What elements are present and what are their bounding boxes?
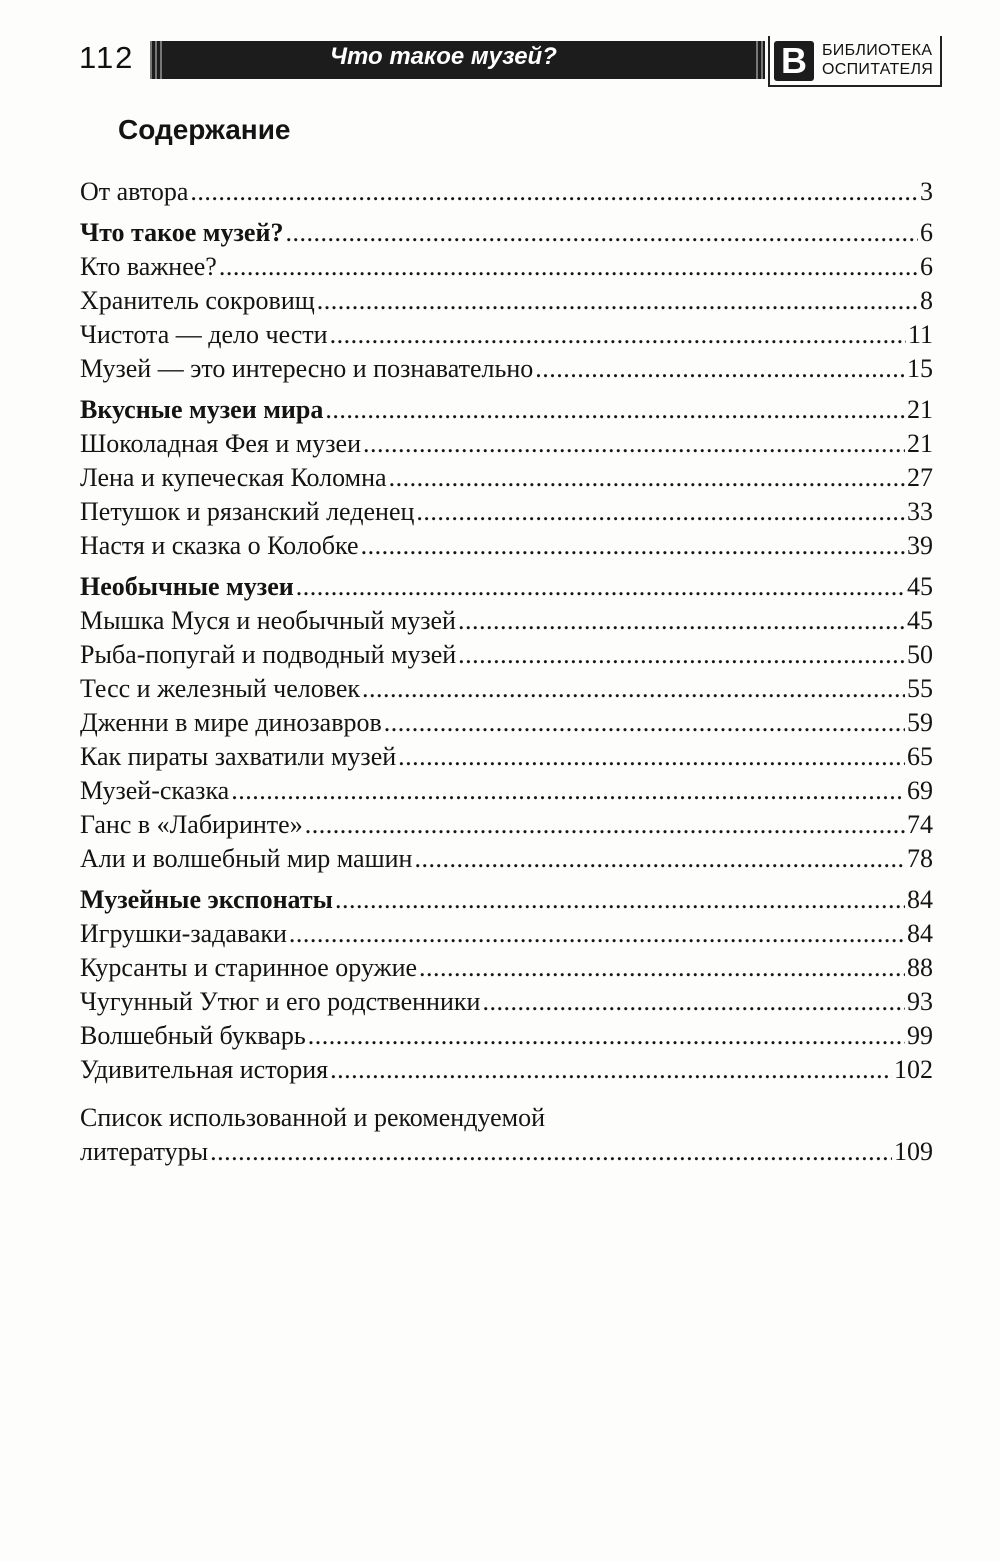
toc-entry (80, 740, 933, 774)
toc-entry-title: Необычные музеи (80, 572, 294, 601)
toc-entry-last-line (80, 1135, 933, 1169)
toc-entry-page: 21 (907, 429, 933, 458)
toc-entry-page: 102 (894, 1055, 933, 1084)
leader-dots (458, 638, 905, 672)
toc-entry-page: 33 (907, 497, 933, 526)
toc-entry (80, 951, 933, 985)
toc-entry (80, 427, 933, 461)
toc-entry (80, 529, 933, 563)
leader-dots (210, 1135, 892, 1169)
toc-entry-title: Курсанты и старинное оружие (80, 953, 418, 982)
leader-dots (362, 672, 905, 706)
toc-entry-title-line2: литературы (80, 1137, 209, 1166)
toc-entry-page: 65 (907, 742, 933, 771)
toc-entry-page: 3 (920, 177, 933, 206)
toc-entry-page: 45 (907, 606, 933, 635)
toc-entry (80, 175, 933, 209)
leader-dots (325, 393, 905, 427)
leader-dots (219, 250, 918, 284)
toc-entry-page: 6 (920, 252, 933, 281)
contents-heading: Содержание (118, 114, 291, 145)
toc-entry-title: Что такое музей? (80, 218, 284, 247)
toc-entry-title: Хранитель сокровищ (80, 286, 315, 315)
series-name-line1: БИБЛИОТЕКА (822, 42, 933, 59)
toc-entry (80, 774, 933, 808)
table-of-contents (80, 175, 933, 1169)
toc-entry-page: 27 (907, 463, 933, 492)
series-name (822, 41, 933, 79)
toc-entry-title: Музейные экспонаты (80, 885, 333, 914)
leader-dots (535, 352, 905, 386)
toc-entry-page: 93 (907, 987, 933, 1016)
toc-entry-title: Как пираты захватили музей (80, 742, 397, 771)
toc-section-entry (80, 570, 933, 604)
toc-entry-page: 45 (907, 572, 933, 601)
toc-entry-title: Али и волшебный мир машин (80, 844, 413, 873)
toc-entry-title: Петушок и рязанский леденец (80, 497, 415, 526)
toc-entry-title: Лена и купеческая Коломна (80, 463, 387, 492)
toc-entry-page: 15 (907, 354, 933, 383)
toc-entry-title: Волшебный букварь (80, 1021, 306, 1050)
toc-entry (80, 672, 933, 706)
leader-dots (482, 985, 905, 1019)
toc-entry-title: Тесс и железный человек (80, 674, 361, 703)
leader-dots (361, 529, 905, 563)
series-logo-letter: В (774, 41, 814, 81)
toc-section-entry (80, 393, 933, 427)
toc-entry-title: Чистота — дело чести (80, 320, 328, 349)
toc-entry-title: Музей-сказка (80, 776, 230, 805)
leader-dots (231, 774, 905, 808)
toc-entry-title: Рыба-попугай и подводный музей (80, 640, 457, 669)
toc-entry (80, 604, 933, 638)
toc-entry-title: Мышка Муся и необычный музей (80, 606, 456, 635)
toc-entry-page: 78 (907, 844, 933, 873)
toc-entry (80, 1053, 933, 1087)
toc-entry-title: От автора (80, 177, 189, 206)
toc-entry-title: Дженни в мире динозавров (80, 708, 382, 737)
leader-dots (458, 604, 905, 638)
toc-entry (80, 250, 933, 284)
toc-entry (80, 638, 933, 672)
toc-entry-title: Ганс в «Лабиринте» (80, 810, 303, 839)
leader-dots (317, 284, 918, 318)
series-name-line2: ОСПИТАТЕЛЯ (822, 61, 934, 78)
toc-entry-page: 39 (907, 531, 933, 560)
toc-entry-title: Вкусные музеи мира (80, 395, 324, 424)
toc-entry-title: Удивительная история (80, 1055, 329, 1084)
toc-bibliography-entry (80, 1101, 933, 1169)
toc-entry (80, 461, 933, 495)
toc-entry-page: 88 (907, 953, 933, 982)
leader-dots (190, 175, 918, 209)
toc-entry-page: 6 (920, 218, 933, 247)
toc-entry (80, 706, 933, 740)
leader-dots (363, 427, 905, 461)
toc-entry-page: 74 (907, 810, 933, 839)
toc-entry-title-line1: Список использованной и рекомендуемой (80, 1103, 546, 1132)
toc-entry-title: Игрушки-задаваки (80, 919, 287, 948)
toc-entry (80, 808, 933, 842)
toc-entry-page: 84 (907, 919, 933, 948)
toc-entry (80, 284, 933, 318)
toc-entry-page: 59 (907, 708, 933, 737)
leader-dots (330, 1053, 892, 1087)
toc-entry (80, 318, 933, 352)
toc-entry-page: 8 (920, 286, 933, 315)
running-title: Что такое музей? (330, 43, 557, 70)
running-header (0, 0, 1000, 100)
toc-entry-page: 69 (907, 776, 933, 805)
toc-entry-page: 84 (907, 885, 933, 914)
toc-entry-page: 55 (907, 674, 933, 703)
leader-dots (330, 318, 906, 352)
leader-dots (384, 706, 905, 740)
toc-entry-title: Шоколадная Фея и музеи (80, 429, 361, 458)
toc-section-entry (80, 216, 933, 250)
toc-entry-title: Чугунный Утюг и его родственники (80, 987, 481, 1016)
leader-dots (389, 461, 905, 495)
leader-dots (416, 495, 905, 529)
leader-dots (305, 808, 905, 842)
leader-dots (285, 216, 918, 250)
toc-entry (80, 985, 933, 1019)
toc-entry-page: 50 (907, 640, 933, 669)
page-number: 112 (79, 40, 135, 75)
toc-entry (80, 842, 933, 876)
leader-dots (289, 917, 905, 951)
toc-entry (80, 917, 933, 951)
leader-dots (398, 740, 905, 774)
leader-dots (335, 883, 905, 917)
toc-entry-title: Музей — это интересно и познавательно (80, 354, 534, 383)
toc-entry (80, 1019, 933, 1053)
toc-entry-page: 21 (907, 395, 933, 424)
toc-entry-page: 99 (907, 1021, 933, 1050)
leader-dots (419, 951, 905, 985)
leader-dots (414, 842, 905, 876)
leader-dots (296, 570, 905, 604)
toc-entry (80, 352, 933, 386)
toc-section-entry (80, 883, 933, 917)
toc-entry-page: 11 (907, 320, 933, 349)
toc-entry-page: 109 (894, 1137, 933, 1166)
leader-dots (308, 1019, 905, 1053)
toc-entry-title: Кто важнее? (80, 252, 217, 281)
toc-entry-title: Настя и сказка о Колобке (80, 531, 359, 560)
toc-entry (80, 495, 933, 529)
